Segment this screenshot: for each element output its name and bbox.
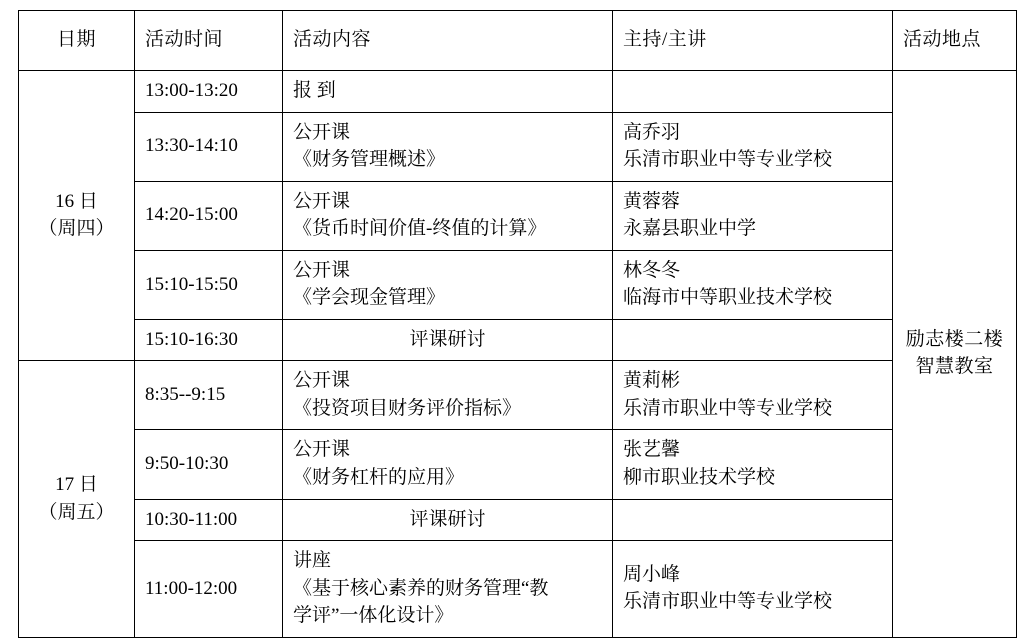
table-row bbox=[19, 430, 1017, 499]
content-line: 报 到 bbox=[293, 80, 336, 101]
host-name: 张艺馨 bbox=[623, 439, 681, 461]
content-cell bbox=[283, 71, 613, 113]
time-cell: 14:20-15:00 bbox=[135, 181, 283, 250]
host-cell bbox=[613, 319, 893, 361]
column-header-host: 主持/主讲 bbox=[613, 11, 893, 71]
content-line: 讲座 bbox=[293, 550, 332, 572]
host-name: 林冬冬 bbox=[623, 259, 681, 281]
content-line: 《学会现金管理》 bbox=[293, 287, 446, 309]
table-row bbox=[19, 112, 1017, 181]
host-school: 乐清市职业中等专业学校 bbox=[623, 149, 833, 171]
time-cell: 15:10-15:50 bbox=[135, 250, 283, 319]
content-line: 公开课 bbox=[293, 121, 351, 143]
time-cell: 13:30-14:10 bbox=[135, 112, 283, 181]
content-cell bbox=[283, 541, 613, 638]
date-day-label: 16 日 bbox=[55, 190, 98, 212]
host-cell bbox=[613, 181, 893, 250]
content-cell bbox=[283, 112, 613, 181]
place-line-1: 励志楼二楼 bbox=[905, 328, 1004, 350]
host-cell bbox=[613, 112, 893, 181]
time-cell: 8:35--9:15 bbox=[135, 361, 283, 430]
host-school: 临海市中等职业技术学校 bbox=[623, 287, 833, 309]
content-line: 《财务杠杆的应用》 bbox=[293, 467, 465, 489]
host-school: 永嘉县职业中学 bbox=[623, 218, 757, 240]
time-cell: 9:50-10:30 bbox=[135, 430, 283, 499]
table-row bbox=[19, 541, 1017, 638]
activity-schedule-table bbox=[18, 10, 1017, 638]
host-school: 柳市职业技术学校 bbox=[623, 467, 776, 489]
content-line: 学评”一体化设计》 bbox=[293, 605, 454, 627]
content-line: 《货币时间价值-终值的计算》 bbox=[293, 218, 547, 240]
host-school: 乐清市职业中等专业学校 bbox=[623, 397, 833, 419]
column-header-place: 活动地点 bbox=[893, 11, 1017, 71]
content-cell bbox=[283, 361, 613, 430]
table-row bbox=[19, 71, 1017, 113]
column-header-content: 活动内容 bbox=[283, 11, 613, 71]
content-line: 评课研讨 bbox=[409, 328, 486, 350]
host-cell bbox=[613, 250, 893, 319]
content-line: 《财务管理概述》 bbox=[293, 149, 446, 171]
host-name: 高乔羽 bbox=[623, 121, 681, 143]
time-cell: 13:00-13:20 bbox=[135, 71, 283, 113]
host-school: 乐清市职业中等专业学校 bbox=[623, 591, 833, 613]
content-cell bbox=[283, 499, 613, 541]
table-header bbox=[19, 11, 1017, 71]
date-weekday-label: （周五） bbox=[38, 501, 115, 523]
column-header-date: 日期 bbox=[19, 11, 135, 71]
table-header-row bbox=[19, 11, 1017, 71]
table-row bbox=[19, 319, 1017, 361]
time-cell: 10:30-11:00 bbox=[135, 499, 283, 541]
time-cell: 11:00-12:00 bbox=[135, 541, 283, 638]
host-name: 周小峰 bbox=[623, 563, 681, 585]
host-name: 黄莉彬 bbox=[623, 370, 681, 392]
content-cell bbox=[283, 319, 613, 361]
date-cell-day2 bbox=[19, 361, 135, 637]
column-header-time: 活动时间 bbox=[135, 11, 283, 71]
table-row bbox=[19, 250, 1017, 319]
content-line: 评课研讨 bbox=[409, 508, 486, 530]
host-name: 黄蓉蓉 bbox=[623, 190, 681, 212]
date-cell-day1 bbox=[19, 71, 135, 361]
host-cell bbox=[613, 541, 893, 638]
content-line: 公开课 bbox=[293, 439, 351, 461]
content-cell bbox=[283, 250, 613, 319]
host-cell bbox=[613, 430, 893, 499]
content-line: 公开课 bbox=[293, 190, 351, 212]
content-line: 公开课 bbox=[293, 370, 351, 392]
date-day-label: 17 日 bbox=[55, 474, 98, 496]
host-cell bbox=[613, 361, 893, 430]
time-cell: 15:10-16:30 bbox=[135, 319, 283, 361]
table-row bbox=[19, 181, 1017, 250]
content-line: 《投资项目财务评价指标》 bbox=[293, 397, 522, 419]
content-line: 《基于核心素养的财务管理“教 bbox=[293, 577, 549, 599]
table-row bbox=[19, 361, 1017, 430]
content-cell bbox=[283, 430, 613, 499]
table-body bbox=[19, 71, 1017, 638]
content-cell bbox=[283, 181, 613, 250]
host-cell bbox=[613, 499, 893, 541]
host-cell bbox=[613, 71, 893, 113]
date-weekday-label: （周四） bbox=[38, 218, 115, 240]
place-line-2: 智慧教室 bbox=[915, 356, 994, 378]
table-row bbox=[19, 499, 1017, 541]
content-line: 公开课 bbox=[293, 259, 351, 281]
place-cell bbox=[893, 71, 1017, 638]
